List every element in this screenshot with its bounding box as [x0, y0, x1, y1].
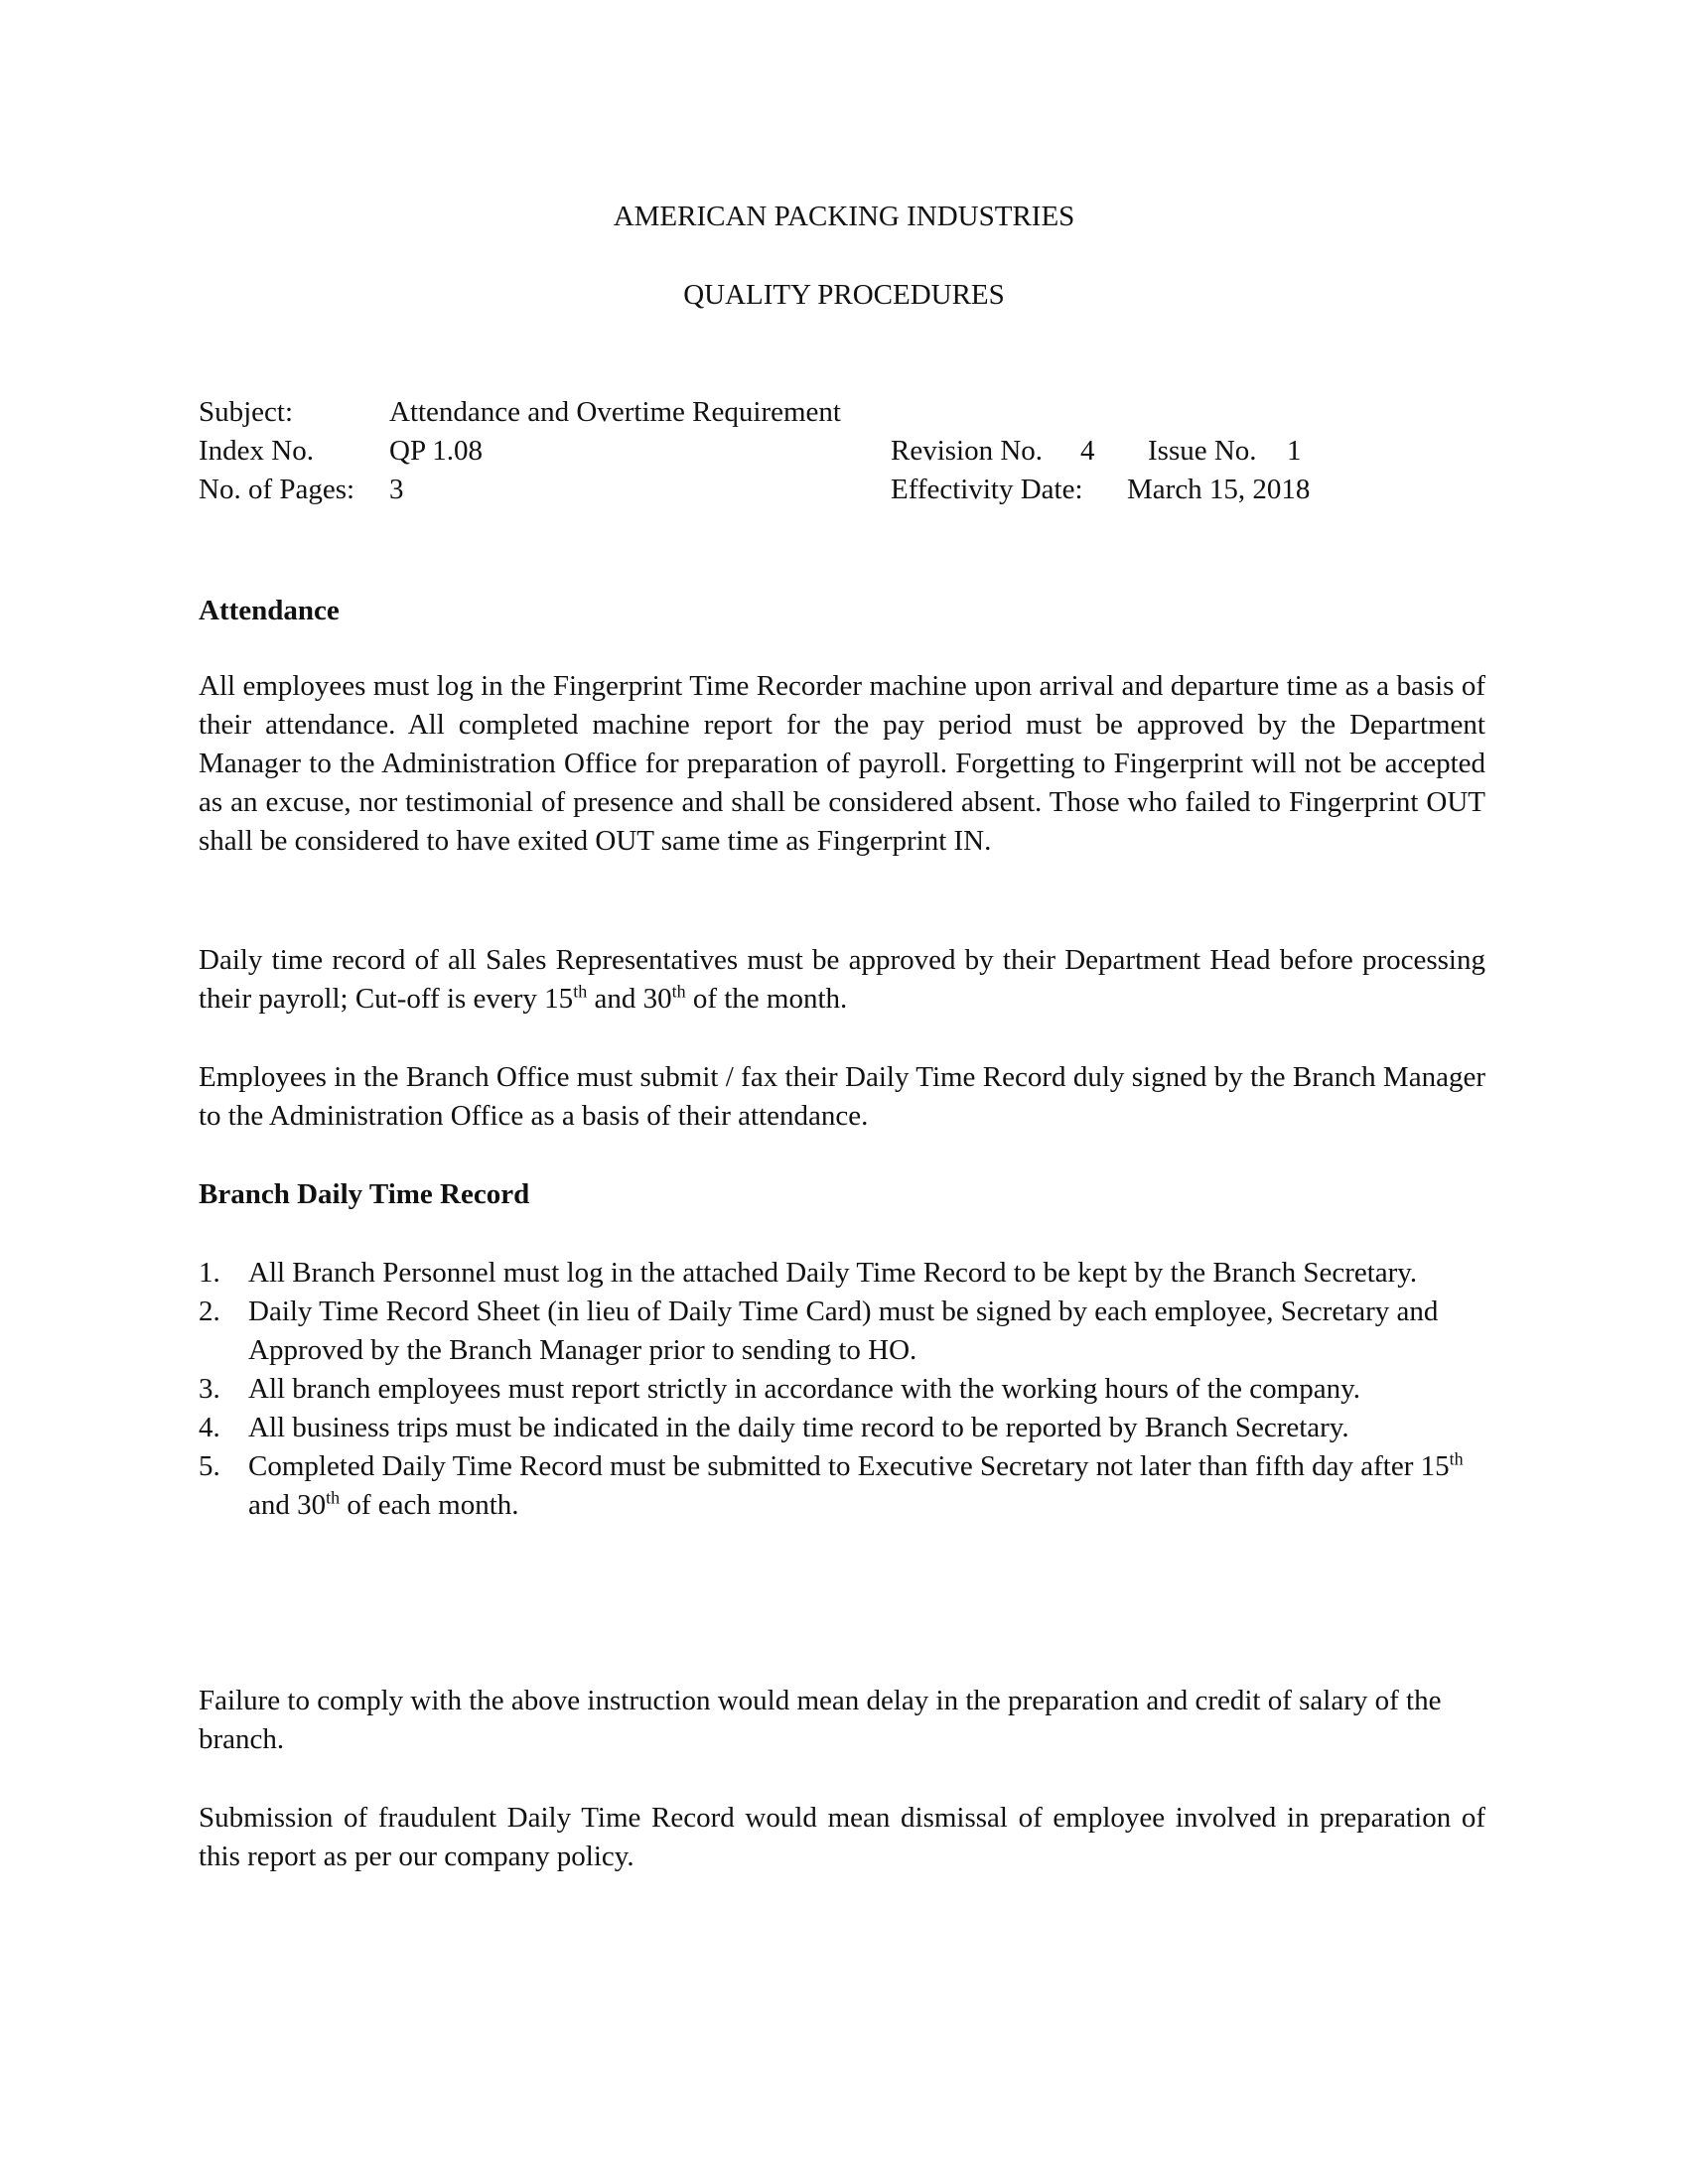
subject-label: Subject:	[199, 396, 294, 428]
failure-paragraph: Failure to comply with the above instruction would mean delay in the preparation and credit of salary of the branch.	[199, 1685, 1442, 1755]
attendance-paragraph-3: Employees in the Branch Office must submit / fax their Daily Time Record duly signed by the Branch Manager to the Administration Office as a basis of their attendance.	[199, 1061, 1485, 1132]
issue-value: 1	[1287, 435, 1302, 467]
attendance-paragraph-1: All employees must log in the Fingerprint Time Recorder machine upon arrival and departure time as a basis of their attendance. All completed machine report for the pay period must be approved by the Department Manager to the Administration Office for preparation of payroll. Forgetting to Fingerprint will not be accepted as an excuse, nor testimonial of presence and shall be considered absent. Those who failed to Fingerprint OUT shall be considered to have exited OUT same time as Fingerprint IN.	[199, 670, 1485, 857]
list-item: 5. Completed Daily Time Record must be submitted to Executive Secretary not later than fifth day after 15th and 30th of each month.	[199, 1448, 1464, 1521]
list-item: 3. All branch employees must report strictly in accordance with the working hours of the company.	[199, 1373, 1360, 1405]
pages-value: 3	[389, 474, 404, 505]
effectivity-label: Effectivity Date:	[891, 474, 1083, 505]
attendance-heading: Attendance	[199, 595, 340, 626]
branch-heading: Branch Daily Time Record	[199, 1178, 530, 1210]
subject-value: Attendance and Overtime Requirement	[389, 396, 841, 428]
issue-label: Issue No.	[1148, 435, 1257, 467]
branch-procedure-list	[199, 1254, 1489, 1525]
index-value: QP 1.08	[389, 435, 483, 467]
effectivity-value: March 15, 2018	[1127, 474, 1311, 505]
index-label: Index No.	[199, 435, 314, 467]
document-type: QUALITY PROCEDURES	[683, 279, 1005, 311]
list-item: 4. All business trips must be indicated in the daily time record to be reported by Branch Secretary.	[199, 1412, 1349, 1443]
revision-value: 4	[1080, 435, 1095, 467]
company-name: AMERICAN PACKING INDUSTRIES	[613, 201, 1075, 232]
list-item: 2. Daily Time Record Sheet (in lieu of Daily Time Card) must be signed by each employee, Secretary and Approved by the Branch Manager prior to sending to HO.	[199, 1296, 1439, 1366]
pages-label: No. of Pages:	[199, 474, 355, 505]
attendance-paragraph-2: Daily time record of all Sales Representatives must be approved by their Department Head before processing their payroll; Cut-off is every 15th and 30th of the month.	[199, 944, 1485, 1015]
list-item: 1. All Branch Personnel must log in the attached Daily Time Record to be kept by the Branch Secretary.	[199, 1257, 1418, 1289]
revision-label: Revision No.	[891, 435, 1044, 467]
fraud-paragraph: Submission of fraudulent Daily Time Record would mean dismissal of employee involved in preparation of this report as per our company policy.	[199, 1802, 1485, 1872]
